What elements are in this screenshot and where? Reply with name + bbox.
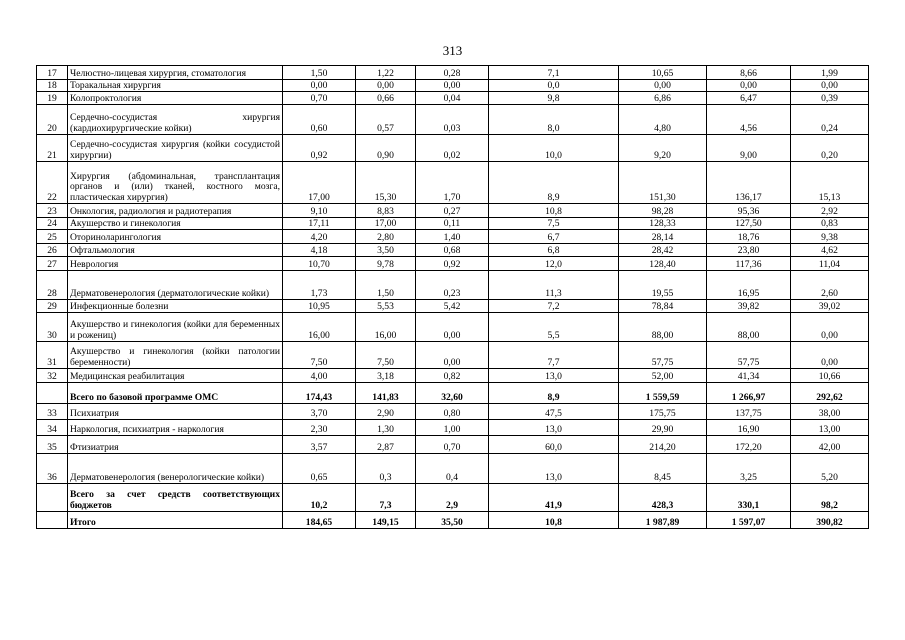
profile-name: Хирургия (абдоминальная, трансплантация органов и (или) тканей, костного мозга, пластическая хирургия)	[68, 162, 283, 204]
row-number: 34	[37, 420, 68, 436]
value-cell: 10,65	[619, 66, 707, 80]
value-cell: 1 597,07	[707, 512, 791, 529]
value-cell: 2,87	[356, 436, 416, 454]
value-cell: 0,68	[416, 244, 489, 257]
row-number	[37, 512, 68, 529]
table-row	[37, 92, 869, 105]
value-cell: 8,83	[356, 204, 416, 218]
profile-name: Офтальмология	[68, 244, 283, 257]
value-cell: 11,3	[489, 271, 619, 300]
value-cell: 0,83	[791, 218, 869, 230]
table-row	[37, 135, 869, 162]
page-number: 313	[442, 43, 463, 58]
profile-name: Неврология	[68, 257, 283, 271]
value-cell: 16,00	[283, 313, 356, 342]
value-cell: 2,60	[791, 271, 869, 300]
value-cell: 7,2	[489, 300, 619, 313]
value-cell: 0,00	[791, 80, 869, 92]
value-cell: 0,92	[416, 257, 489, 271]
value-cell: 0,03	[416, 105, 489, 135]
value-cell: 390,82	[791, 512, 869, 529]
row-number: 21	[37, 135, 68, 162]
value-cell: 1,40	[416, 230, 489, 244]
value-cell: 38,00	[791, 404, 869, 420]
value-cell: 2,80	[356, 230, 416, 244]
value-cell: 0,27	[416, 204, 489, 218]
value-cell: 117,36	[707, 257, 791, 271]
value-cell: 1,73	[283, 271, 356, 300]
value-cell: 4,20	[283, 230, 356, 244]
table-row	[37, 342, 869, 369]
value-cell: 13,00	[791, 420, 869, 436]
row-number: 18	[37, 80, 68, 92]
value-cell: 7,1	[489, 66, 619, 80]
value-cell: 8,45	[619, 454, 707, 484]
table-row	[37, 105, 869, 135]
value-cell: 0,39	[791, 92, 869, 105]
value-cell: 7,50	[283, 342, 356, 369]
profile-name: Фтизиатрия	[68, 436, 283, 454]
row-number: 35	[37, 436, 68, 454]
value-cell: 0,60	[283, 105, 356, 135]
row-number: 29	[37, 300, 68, 313]
subtotal-row	[37, 383, 869, 404]
value-cell: 0,02	[416, 135, 489, 162]
value-cell: 9,10	[283, 204, 356, 218]
row-number: 33	[37, 404, 68, 420]
value-cell: 9,00	[707, 135, 791, 162]
subtotal-row	[37, 484, 869, 512]
value-cell: 0,66	[356, 92, 416, 105]
value-cell: 0,3	[356, 454, 416, 484]
value-cell: 7,3	[356, 484, 416, 512]
value-cell: 16,90	[707, 420, 791, 436]
value-cell: 35,50	[416, 512, 489, 529]
value-cell: 175,75	[619, 404, 707, 420]
table-row	[37, 80, 869, 92]
value-cell: 18,76	[707, 230, 791, 244]
value-cell: 3,70	[283, 404, 356, 420]
table-row	[37, 300, 869, 313]
value-cell: 98,28	[619, 204, 707, 218]
row-number: 30	[37, 313, 68, 342]
value-cell: 10,2	[283, 484, 356, 512]
value-cell: 16,95	[707, 271, 791, 300]
value-cell: 9,38	[791, 230, 869, 244]
value-cell: 4,18	[283, 244, 356, 257]
value-cell: 0,00	[791, 342, 869, 369]
value-cell: 60,0	[489, 436, 619, 454]
table-row	[37, 369, 869, 383]
table-row	[37, 420, 869, 436]
value-cell: 2,90	[356, 404, 416, 420]
value-cell: 9,78	[356, 257, 416, 271]
value-cell: 0,00	[619, 80, 707, 92]
value-cell: 9,20	[619, 135, 707, 162]
beds-table	[36, 65, 869, 529]
value-cell: 0,24	[791, 105, 869, 135]
value-cell: 0,00	[416, 342, 489, 369]
value-cell: 98,2	[791, 484, 869, 512]
row-number: 22	[37, 162, 68, 204]
value-cell: 5,42	[416, 300, 489, 313]
value-cell: 29,90	[619, 420, 707, 436]
table-row	[37, 271, 869, 300]
value-cell: 172,20	[707, 436, 791, 454]
value-cell: 3,18	[356, 369, 416, 383]
value-cell: 5,53	[356, 300, 416, 313]
value-cell: 0,80	[416, 404, 489, 420]
value-cell: 5,20	[791, 454, 869, 484]
profile-name: Психиатрия	[68, 404, 283, 420]
value-cell: 8,9	[489, 162, 619, 204]
value-cell: 13,0	[489, 454, 619, 484]
value-cell: 127,50	[707, 218, 791, 230]
value-cell: 4,80	[619, 105, 707, 135]
value-cell: 52,00	[619, 369, 707, 383]
profile-name: Наркология, психиатрия - наркология	[68, 420, 283, 436]
row-number: 25	[37, 230, 68, 244]
value-cell: 7,5	[489, 218, 619, 230]
value-cell: 1,22	[356, 66, 416, 80]
value-cell: 10,0	[489, 135, 619, 162]
value-cell: 0,70	[416, 436, 489, 454]
profile-name: Медицинская реабилитация	[68, 369, 283, 383]
value-cell: 95,36	[707, 204, 791, 218]
value-cell: 184,65	[283, 512, 356, 529]
value-cell: 0,00	[707, 80, 791, 92]
value-cell: 292,62	[791, 383, 869, 404]
value-cell: 0,70	[283, 92, 356, 105]
value-cell: 3,57	[283, 436, 356, 454]
value-cell: 42,00	[791, 436, 869, 454]
value-cell: 78,84	[619, 300, 707, 313]
value-cell: 1,00	[416, 420, 489, 436]
value-cell: 57,75	[619, 342, 707, 369]
row-number: 19	[37, 92, 68, 105]
profile-name: Сердечно-сосудистая хирургия (кардиохирургические койки)	[68, 105, 283, 135]
profile-name: Инфекционные болезни	[68, 300, 283, 313]
value-cell: 3,50	[356, 244, 416, 257]
table-row	[37, 404, 869, 420]
row-number: 28	[37, 271, 68, 300]
value-cell: 141,83	[356, 383, 416, 404]
value-cell: 10,8	[489, 204, 619, 218]
value-cell: 149,15	[356, 512, 416, 529]
value-cell: 1 559,59	[619, 383, 707, 404]
profile-name: Акушерство и гинекология (койки патологии беременности)	[68, 342, 283, 369]
value-cell: 0,82	[416, 369, 489, 383]
profile-name: Челюстно-лицевая хирургия, стоматология	[68, 66, 283, 80]
value-cell: 1,99	[791, 66, 869, 80]
table-row	[37, 204, 869, 218]
value-cell: 10,95	[283, 300, 356, 313]
value-cell: 0,00	[416, 313, 489, 342]
value-cell: 0,4	[416, 454, 489, 484]
value-cell: 128,33	[619, 218, 707, 230]
value-cell: 6,8	[489, 244, 619, 257]
value-cell: 10,70	[283, 257, 356, 271]
value-cell: 4,00	[283, 369, 356, 383]
value-cell: 39,82	[707, 300, 791, 313]
value-cell: 39,02	[791, 300, 869, 313]
row-number	[37, 383, 68, 404]
value-cell: 17,00	[283, 162, 356, 204]
profile-name: Сердечно-сосудистая хирургия (койки сосудистой хирургии)	[68, 135, 283, 162]
value-cell: 17,11	[283, 218, 356, 230]
value-cell: 12,0	[489, 257, 619, 271]
value-cell: 7,7	[489, 342, 619, 369]
value-cell: 8,66	[707, 66, 791, 80]
value-cell: 0,90	[356, 135, 416, 162]
value-cell: 19,55	[619, 271, 707, 300]
value-cell: 11,04	[791, 257, 869, 271]
value-cell: 7,50	[356, 342, 416, 369]
value-cell: 8,0	[489, 105, 619, 135]
value-cell: 0,92	[283, 135, 356, 162]
value-cell: 0,57	[356, 105, 416, 135]
value-cell: 1,30	[356, 420, 416, 436]
table-row	[37, 244, 869, 257]
value-cell: 6,7	[489, 230, 619, 244]
profile-name: Дерматовенерология (дерматологические койки)	[68, 271, 283, 300]
subtotal-label: Всего по базовой программе ОМС	[68, 383, 283, 404]
value-cell: 23,80	[707, 244, 791, 257]
value-cell: 0,04	[416, 92, 489, 105]
value-cell: 8,9	[489, 383, 619, 404]
profile-name: Дерматовенерология (венерологические койки)	[68, 454, 283, 484]
value-cell: 88,00	[619, 313, 707, 342]
row-number: 32	[37, 369, 68, 383]
value-cell: 3,25	[707, 454, 791, 484]
value-cell: 0,20	[791, 135, 869, 162]
row-number: 31	[37, 342, 68, 369]
row-number	[37, 484, 68, 512]
value-cell: 6,47	[707, 92, 791, 105]
value-cell: 137,75	[707, 404, 791, 420]
value-cell: 136,17	[707, 162, 791, 204]
value-cell: 0,65	[283, 454, 356, 484]
profile-name: Онкология, радиология и радиотерапия	[68, 204, 283, 218]
value-cell: 1 266,97	[707, 383, 791, 404]
row-number: 27	[37, 257, 68, 271]
value-cell: 41,9	[489, 484, 619, 512]
profile-name: Торакальная хирургия	[68, 80, 283, 92]
value-cell: 1,50	[283, 66, 356, 80]
total-label: Итого	[68, 512, 283, 529]
value-cell: 17,00	[356, 218, 416, 230]
value-cell: 1,70	[416, 162, 489, 204]
value-cell: 4,56	[707, 105, 791, 135]
table-row	[37, 162, 869, 204]
table-row	[37, 66, 869, 80]
value-cell: 57,75	[707, 342, 791, 369]
value-cell: 1 987,89	[619, 512, 707, 529]
value-cell: 16,00	[356, 313, 416, 342]
profile-name: Оториноларингология	[68, 230, 283, 244]
value-cell: 2,30	[283, 420, 356, 436]
value-cell: 174,43	[283, 383, 356, 404]
table-row	[37, 218, 869, 230]
value-cell: 330,1	[707, 484, 791, 512]
value-cell: 13,0	[489, 420, 619, 436]
row-number: 24	[37, 218, 68, 230]
value-cell: 0,00	[356, 80, 416, 92]
row-number: 20	[37, 105, 68, 135]
value-cell: 428,3	[619, 484, 707, 512]
value-cell: 9,8	[489, 92, 619, 105]
value-cell: 0,0	[489, 80, 619, 92]
value-cell: 151,30	[619, 162, 707, 204]
value-cell: 4,62	[791, 244, 869, 257]
value-cell: 28,14	[619, 230, 707, 244]
table-row	[37, 230, 869, 244]
value-cell: 13,0	[489, 369, 619, 383]
value-cell: 15,13	[791, 162, 869, 204]
value-cell: 15,30	[356, 162, 416, 204]
profile-name: Колопроктология	[68, 92, 283, 105]
value-cell: 10,66	[791, 369, 869, 383]
profile-name: Акушерство и гинекология	[68, 218, 283, 230]
value-cell: 10,8	[489, 512, 619, 529]
value-cell: 214,20	[619, 436, 707, 454]
total-row	[37, 512, 869, 529]
value-cell: 1,50	[356, 271, 416, 300]
value-cell: 41,34	[707, 369, 791, 383]
value-cell: 2,9	[416, 484, 489, 512]
table-row	[37, 436, 869, 454]
subtotal-label: Всего за счет средств соответствующих бюджетов	[68, 484, 283, 512]
row-number: 36	[37, 454, 68, 484]
value-cell: 0,00	[416, 80, 489, 92]
table-row	[37, 257, 869, 271]
value-cell: 0,00	[791, 313, 869, 342]
table-row	[37, 454, 869, 484]
value-cell: 0,23	[416, 271, 489, 300]
value-cell: 47,5	[489, 404, 619, 420]
value-cell: 6,86	[619, 92, 707, 105]
value-cell: 0,28	[416, 66, 489, 80]
row-number: 23	[37, 204, 68, 218]
value-cell: 32,60	[416, 383, 489, 404]
value-cell: 5,5	[489, 313, 619, 342]
value-cell: 128,40	[619, 257, 707, 271]
value-cell: 88,00	[707, 313, 791, 342]
row-number: 17	[37, 66, 68, 80]
table-row	[37, 313, 869, 342]
row-number: 26	[37, 244, 68, 257]
value-cell: 2,92	[791, 204, 869, 218]
profile-name: Акушерство и гинекология (койки для беременных и рожениц)	[68, 313, 283, 342]
value-cell: 0,00	[283, 80, 356, 92]
value-cell: 0,11	[416, 218, 489, 230]
value-cell: 28,42	[619, 244, 707, 257]
